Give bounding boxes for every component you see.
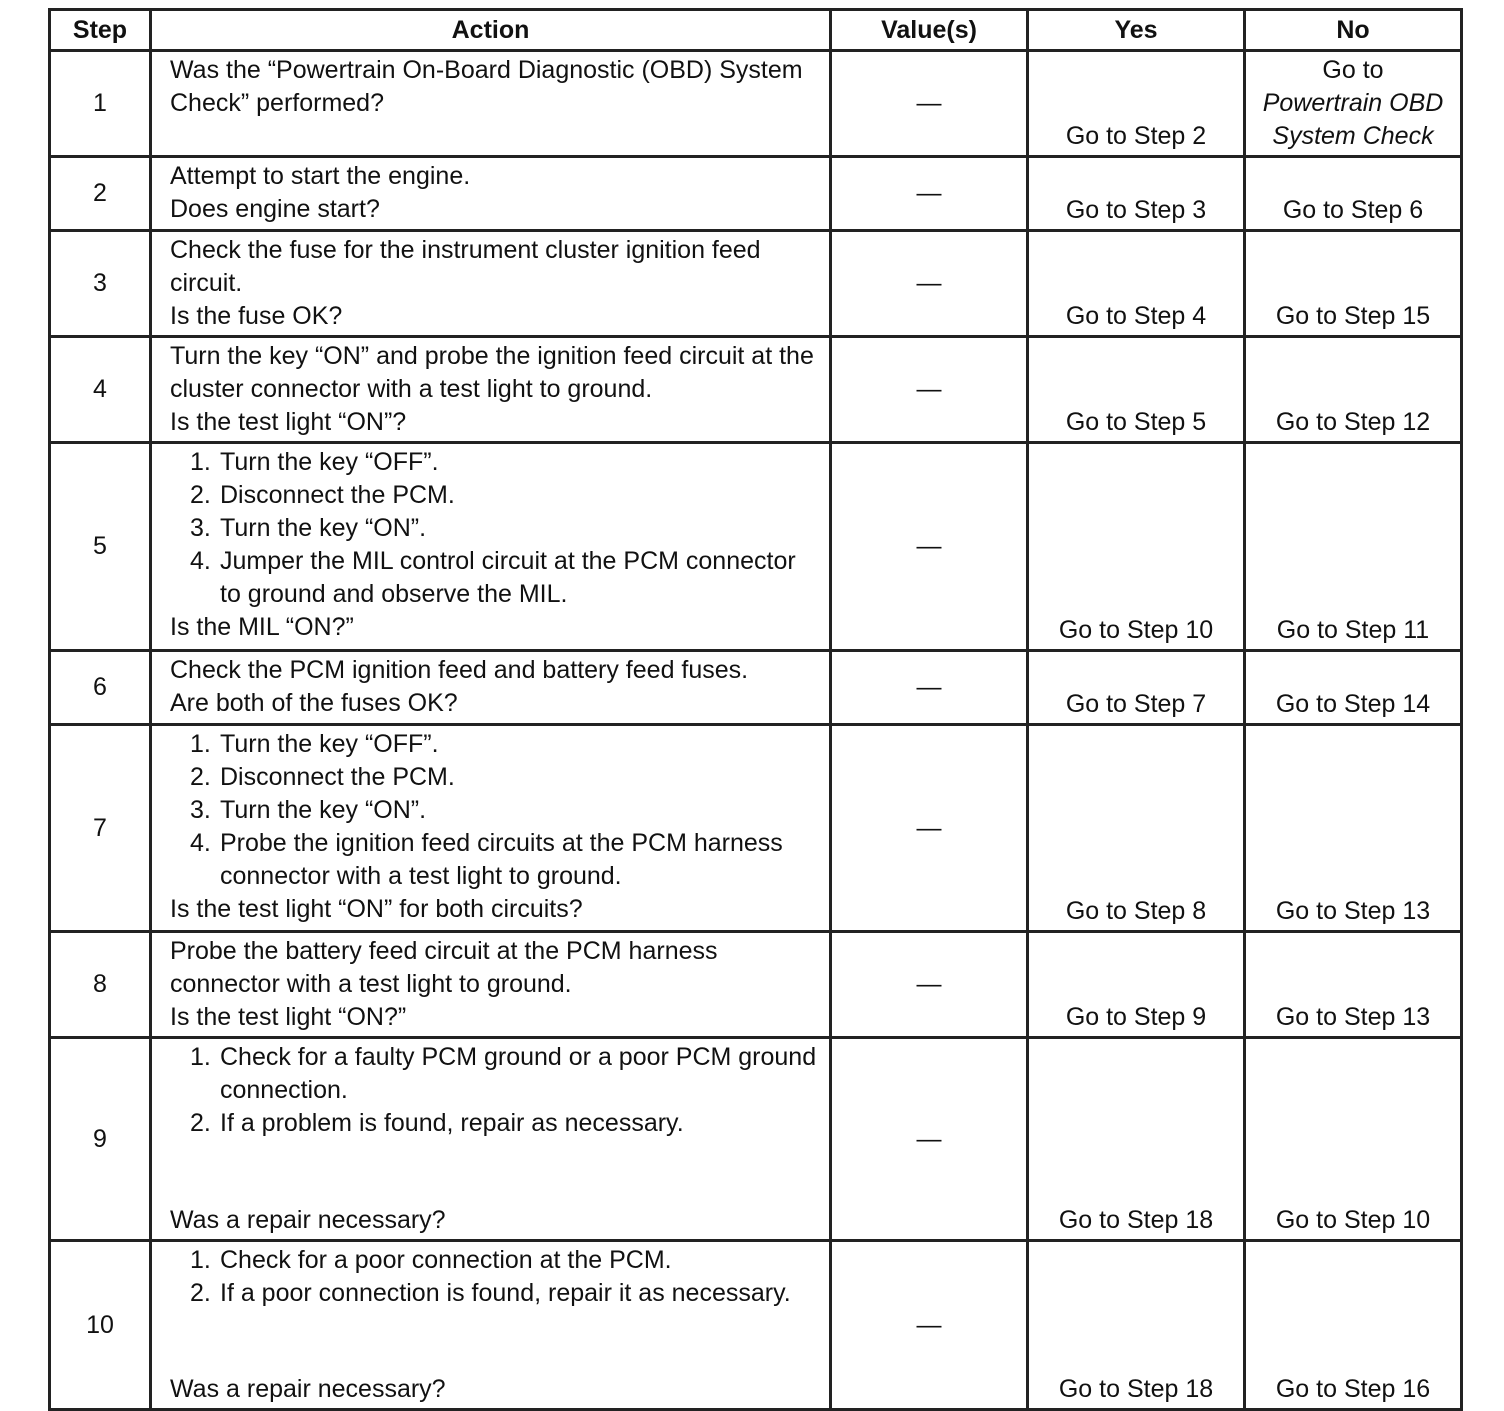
no-cell: Go to Step 13 <box>1245 932 1462 1038</box>
step-number: 10 <box>50 1241 151 1410</box>
value-cell: — <box>831 231 1028 337</box>
step-number: 6 <box>50 651 151 725</box>
value-cell: — <box>831 651 1028 725</box>
action-cell <box>151 1038 831 1241</box>
list-item: 1. Check for a poor connection at the PCM. <box>190 1246 672 1274</box>
action-question: Is the MIL “ON?” <box>170 613 354 641</box>
header-yes: Yes <box>1028 10 1245 51</box>
action-question: Is the test light “ON”? <box>170 408 407 436</box>
list-item: 2. Disconnect the PCM. <box>190 763 455 791</box>
table-row <box>50 725 1462 932</box>
no-cell: Go to Step 11 <box>1245 443 1462 651</box>
no-cell: Go to Step 6 <box>1245 157 1462 231</box>
list-item: 2. Disconnect the PCM. <box>190 481 455 509</box>
header-row <box>50 10 1462 51</box>
action-steps-list <box>170 1041 821 1140</box>
no-goto-link: System Check <box>1272 122 1434 150</box>
table-row <box>50 51 1462 157</box>
value-cell: — <box>831 725 1028 932</box>
list-item: 4. Jumper the MIL control circuit at the PCM connector to ground and observe the MIL. <box>190 547 796 608</box>
yes-cell: Go to Step 9 <box>1028 932 1245 1038</box>
no-cell: Go to Step 16 <box>1245 1241 1462 1410</box>
action-question: Are both of the fuses OK? <box>170 689 458 717</box>
yes-cell: Go to Step 4 <box>1028 231 1245 337</box>
action-cell <box>151 231 831 337</box>
action-text: Probe the battery feed circuit at the PCM harness connector with a test light to ground. <box>170 937 718 998</box>
value-cell: — <box>831 443 1028 651</box>
no-cell: Go to Step 15 <box>1245 231 1462 337</box>
list-item: 4. Probe the ignition feed circuits at the PCM harness connector with a test light to ground. <box>190 829 783 890</box>
action-question: Is the fuse OK? <box>170 302 343 330</box>
step-number: 1 <box>50 51 151 157</box>
action-question: Was a repair necessary? <box>170 1375 446 1403</box>
list-item: 3. Turn the key “ON”. <box>190 514 427 542</box>
action-text: Attempt to start the engine. <box>170 162 471 190</box>
no-cell <box>1245 51 1462 157</box>
yes-cell: Go to Step 5 <box>1028 337 1245 443</box>
no-cell: Go to Step 13 <box>1245 725 1462 932</box>
action-cell <box>151 157 831 231</box>
action-cell <box>151 51 831 157</box>
value-cell: — <box>831 51 1028 157</box>
action-steps-list <box>170 446 821 611</box>
list-item: 2. If a poor connection is found, repair it as necessary. <box>190 1279 791 1307</box>
table-row <box>50 932 1462 1038</box>
step-number: 5 <box>50 443 151 651</box>
action-cell <box>151 337 831 443</box>
action-question: Is the test light “ON?” <box>170 1003 407 1031</box>
list-item: 2. If a problem is found, repair as necessary. <box>190 1109 684 1137</box>
action-text: Check the fuse for the instrument cluster ignition feed circuit. <box>170 236 761 297</box>
table-row <box>50 157 1462 231</box>
header-no: No <box>1245 10 1462 51</box>
header-action: Action <box>151 10 831 51</box>
table-row <box>50 1038 1462 1241</box>
header-values: Value(s) <box>831 10 1028 51</box>
list-item: 1. Turn the key “OFF”. <box>190 730 439 758</box>
no-goto-text: Go to <box>1322 56 1384 84</box>
action-question: Was a repair necessary? <box>170 1206 446 1234</box>
value-cell: — <box>831 1241 1028 1410</box>
table-row <box>50 337 1462 443</box>
action-question: Is the test light “ON” for both circuits? <box>170 895 583 923</box>
action-steps-list <box>170 1244 821 1310</box>
action-cell <box>151 651 831 725</box>
no-goto-link: Powertrain OBD <box>1262 89 1444 117</box>
value-cell: — <box>831 1038 1028 1241</box>
step-number: 9 <box>50 1038 151 1241</box>
action-text: Turn the key “ON” and probe the ignition feed circuit at the cluster connector with a test light to ground. <box>170 342 814 403</box>
table-row <box>50 443 1462 651</box>
no-cell: Go to Step 14 <box>1245 651 1462 725</box>
yes-cell: Go to Step 18 <box>1028 1038 1245 1241</box>
action-cell <box>151 1241 831 1410</box>
action-cell <box>151 932 831 1038</box>
step-number: 4 <box>50 337 151 443</box>
list-item: 1. Turn the key “OFF”. <box>190 448 439 476</box>
table-row <box>50 651 1462 725</box>
table-row <box>50 231 1462 337</box>
action-cell <box>151 725 831 932</box>
value-cell: — <box>831 932 1028 1038</box>
action-cell <box>151 443 831 651</box>
step-number: 8 <box>50 932 151 1038</box>
list-item: 1. Check for a faulty PCM ground or a poor PCM ground connection. <box>190 1043 817 1104</box>
yes-cell: Go to Step 8 <box>1028 725 1245 932</box>
yes-cell: Go to Step 3 <box>1028 157 1245 231</box>
yes-cell: Go to Step 2 <box>1028 51 1245 157</box>
yes-cell: Go to Step 18 <box>1028 1241 1245 1410</box>
value-cell: — <box>831 157 1028 231</box>
header-step: Step <box>50 10 151 51</box>
action-question: Does engine start? <box>170 195 380 223</box>
action-text: Check the PCM ignition feed and battery feed fuses. <box>170 656 749 684</box>
diagnostic-table <box>48 8 1463 1411</box>
step-number: 7 <box>50 725 151 932</box>
table-row <box>50 1241 1462 1410</box>
value-cell: — <box>831 337 1028 443</box>
list-item: 3. Turn the key “ON”. <box>190 796 427 824</box>
action-steps-list <box>170 728 821 893</box>
no-cell: Go to Step 12 <box>1245 337 1462 443</box>
no-cell: Go to Step 10 <box>1245 1038 1462 1241</box>
yes-cell: Go to Step 10 <box>1028 443 1245 651</box>
step-number: 3 <box>50 231 151 337</box>
yes-cell: Go to Step 7 <box>1028 651 1245 725</box>
action-text: Was the “Powertrain On-Board Diagnostic (OBD) System Check” performed? <box>170 56 803 117</box>
step-number: 2 <box>50 157 151 231</box>
